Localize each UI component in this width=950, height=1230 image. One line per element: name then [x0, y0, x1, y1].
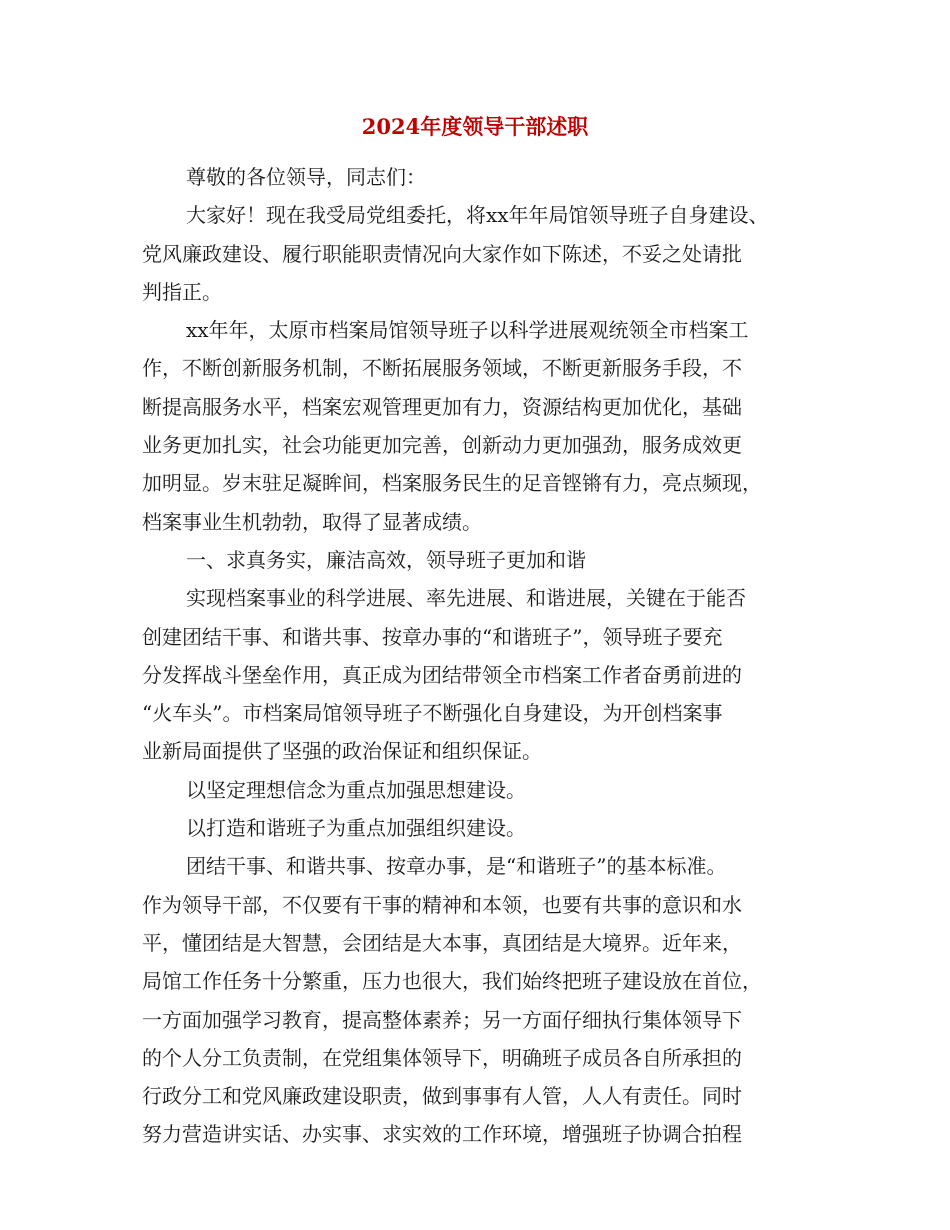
text-line: 平，懂团结是大智慧，会团结是大本事，真团结是大境界。近年来，	[142, 930, 742, 955]
text-line: 一方面加强学习教育，提高整体素养；另一方面仔细执行集体领导下	[142, 1007, 742, 1032]
text-line: 的个人分工负责制，在党组集体领导下，明确班子成员各自所承担的	[142, 1045, 742, 1070]
text-line: 努力营造讲实话、办实事、求实效的工作环境，增强班子协调合拍程	[142, 1122, 742, 1147]
text-line: 业务更加扎实，社会功能更加完善，创新动力更加强劲，服务成效更	[142, 433, 742, 458]
text-line: 行政分工和党风廉政建设职责，做到事事有人管，人人有责任。同时	[142, 1084, 742, 1109]
text-line: 档案事业生机勃勃，取得了显著成绩。	[142, 509, 482, 534]
document-title: 2024年度领导干部述职	[361, 114, 589, 139]
text-line: 实现档案事业的科学进展、率先进展、和谐进展，关键在于能否	[186, 586, 746, 611]
text-line: xx年年，太原市档案局馆领导班子以科学进展观统领全市档案工	[186, 318, 749, 343]
text-line: 局馆工作任务十分繁重，压力也很大，我们始终把班子建设放在首位，	[142, 969, 762, 994]
text-line: 团结干事、和谐共事、按章办事，是“和谐班子”的基本标准。	[186, 854, 727, 879]
text-line: 党风廉政建设、履行职能职责情况向大家作如下陈述，不妥之处请批	[142, 241, 742, 266]
text-line: 业新局面提供了坚强的政治保证和组织保证。	[142, 739, 542, 764]
text-line: “火车头”。市档案局馆领导班子不断强化自身建设，为开创档案事	[142, 701, 723, 726]
text-line: 作，不断创新服务机制，不断拓展服务领域，不断更新服务手段，不	[142, 356, 742, 381]
text-line: 创建团结干事、和谐共事、按章办事的“和谐班子”，领导班子要充	[142, 624, 723, 649]
text-line: 分发挥战斗堡垒作用，真正成为团结带领全市档案工作者奋勇前进的	[142, 662, 742, 687]
text-line: 一、求真务实，廉洁高效，领导班子更加和谐	[186, 547, 586, 572]
text-line: 判指正。	[142, 279, 222, 304]
document-body	[142, 158, 822, 1154]
text-line: 作为领导干部，不仅要有干事的精神和本领，也要有共事的意识和水	[142, 892, 742, 917]
text-line: 以打造和谐班子为重点加强组织建设。	[186, 816, 526, 841]
text-line: 断提高服务水平，档案宏观管理更加有力，资源结构更加优化，基础	[142, 394, 742, 419]
text-line: 以坚定理想信念为重点加强思想建设。	[186, 777, 526, 802]
text-line: 尊敬的各位领导，同志们：	[186, 165, 426, 189]
text-line: 加明显。岁末驻足凝眸间，档案服务民生的足音铿锵有力，亮点频现，	[142, 471, 762, 496]
text-line: 大家好！现在我受局党组委托，将xx年年局馆领导班子自身建设、	[186, 203, 769, 228]
